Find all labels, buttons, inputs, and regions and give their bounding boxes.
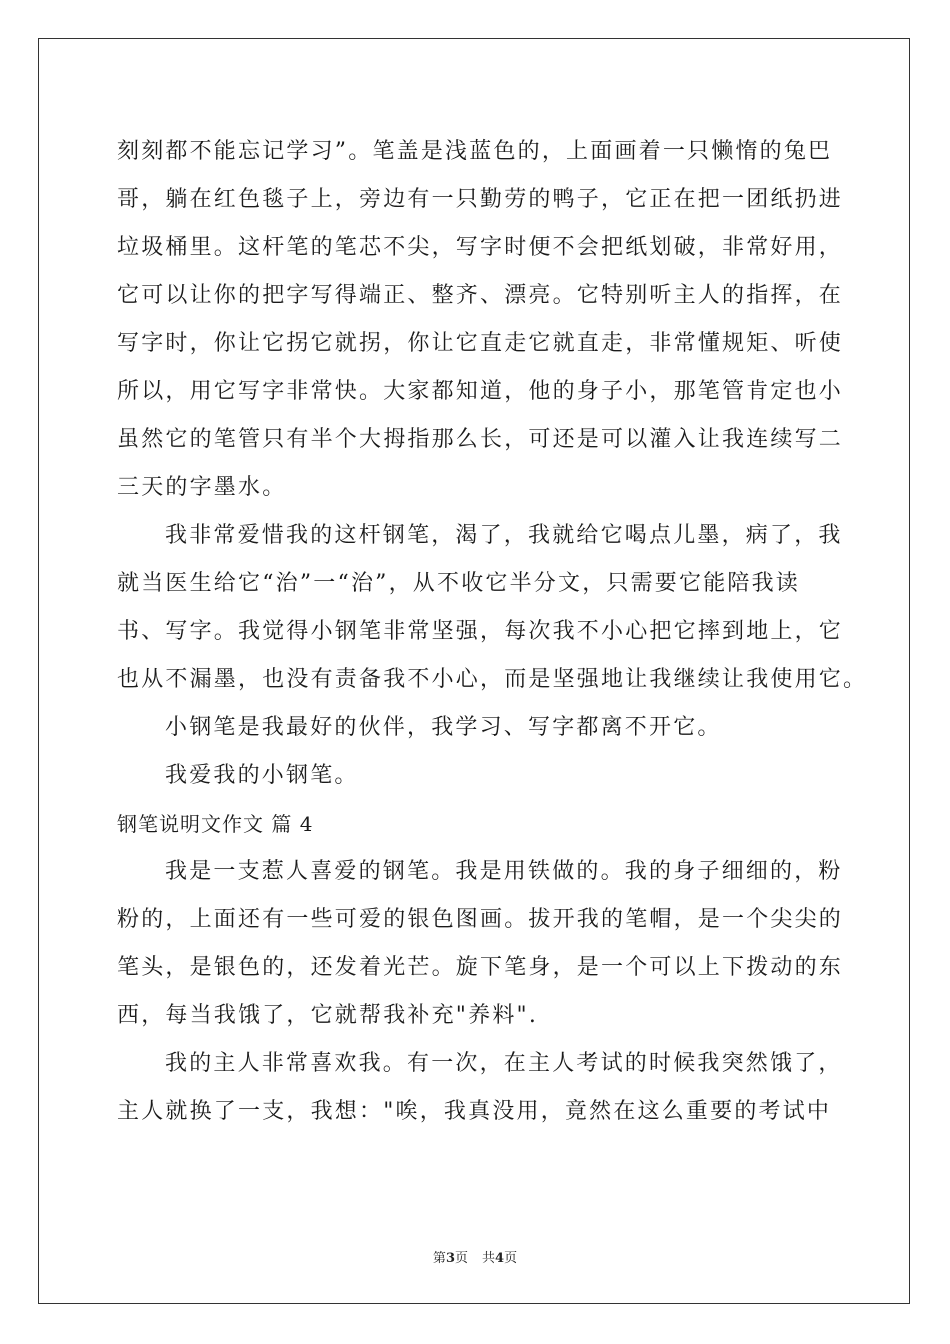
paragraph-first-line: 我的主人非常喜欢我。有一次，在主人考试的时候我突然饿了， [165,1051,843,1076]
text-line: 哥，躺在红色毯子上，旁边有一只勤劳的鸭子，它正在把一团纸扔进 [117,187,844,212]
text-line: 就当医生给它“治”一“治”，从不收它半分文，只需要它能陪我读 [117,571,800,596]
total-prefix: 共 [482,1251,496,1266]
paragraph-first-line: 小钢笔是我最好的伙伴，我学习、写字都离不开它。 [165,715,722,740]
total-page-count: 4 [495,1251,505,1266]
text-line: 主人就换了一支，我想："唉，我真没用，竟然在这么重要的考试中 [117,1099,832,1124]
paragraph-first-line: 我非常爱惜我的这杆钢笔，渴了，我就给它喝点儿墨，病了，我 [165,523,843,548]
page-prefix: 第 [432,1251,446,1266]
text-line: 刻刻都不能忘记学习”。笔盖是浅蓝色的，上面画着一只懒惰的兔巴 [117,139,833,164]
text-line: 三天的字墨水。 [117,475,287,500]
text-line: 它可以让你的把字写得端正、整齐、漂亮。它特别听主人的指挥，在 [117,283,844,308]
paragraph-first-line: 我爱我的小钢笔。 [165,763,359,788]
page-suffix: 页 [454,1251,468,1266]
total-suffix: 页 [504,1251,518,1266]
text-line: 笔头，是银色的，还发着光芒。旋下笔身，是一个可以上下拨动的东 [117,955,844,980]
text-line: 书、写字。我觉得小钢笔非常坚强，每次我不小心把它摔到地上，它 [117,619,844,644]
current-page-number: 3 [445,1251,455,1266]
section-heading: 钢笔说明文作文 篇 4 [117,812,314,836]
document-body [117,128,868,1136]
paragraph-first-line: 我是一支惹人喜爱的钢笔。我是用铁做的。我的身子细细的，粉 [165,859,843,884]
text-line: 垃圾桶里。这杆笔的笔芯不尖，写字时便不会把纸划破，非常好用， [117,235,844,260]
text-line: 也从不漏墨，也没有责备我不小心，而是坚强地让我继续让我使用它。 [117,667,868,692]
text-line: 所以，用它写字非常快。大家都知道，他的身子小，那笔管肯定也小 [117,379,844,404]
text-line: 写字时，你让它拐它就拐，你让它直走它就直走，非常懂规矩、听使 [117,331,844,356]
page-footer [0,1247,950,1266]
text-line: 粉的，上面还有一些可爱的银色图画。拔开我的笔帽，是一个尖尖的 [117,907,844,932]
text-line: 西，每当我饿了，它就帮我补充"养料". [117,1003,539,1028]
text-line: 虽然它的笔管只有半个大拇指那么长，可还是可以灌入让我连续写二 [117,427,844,452]
